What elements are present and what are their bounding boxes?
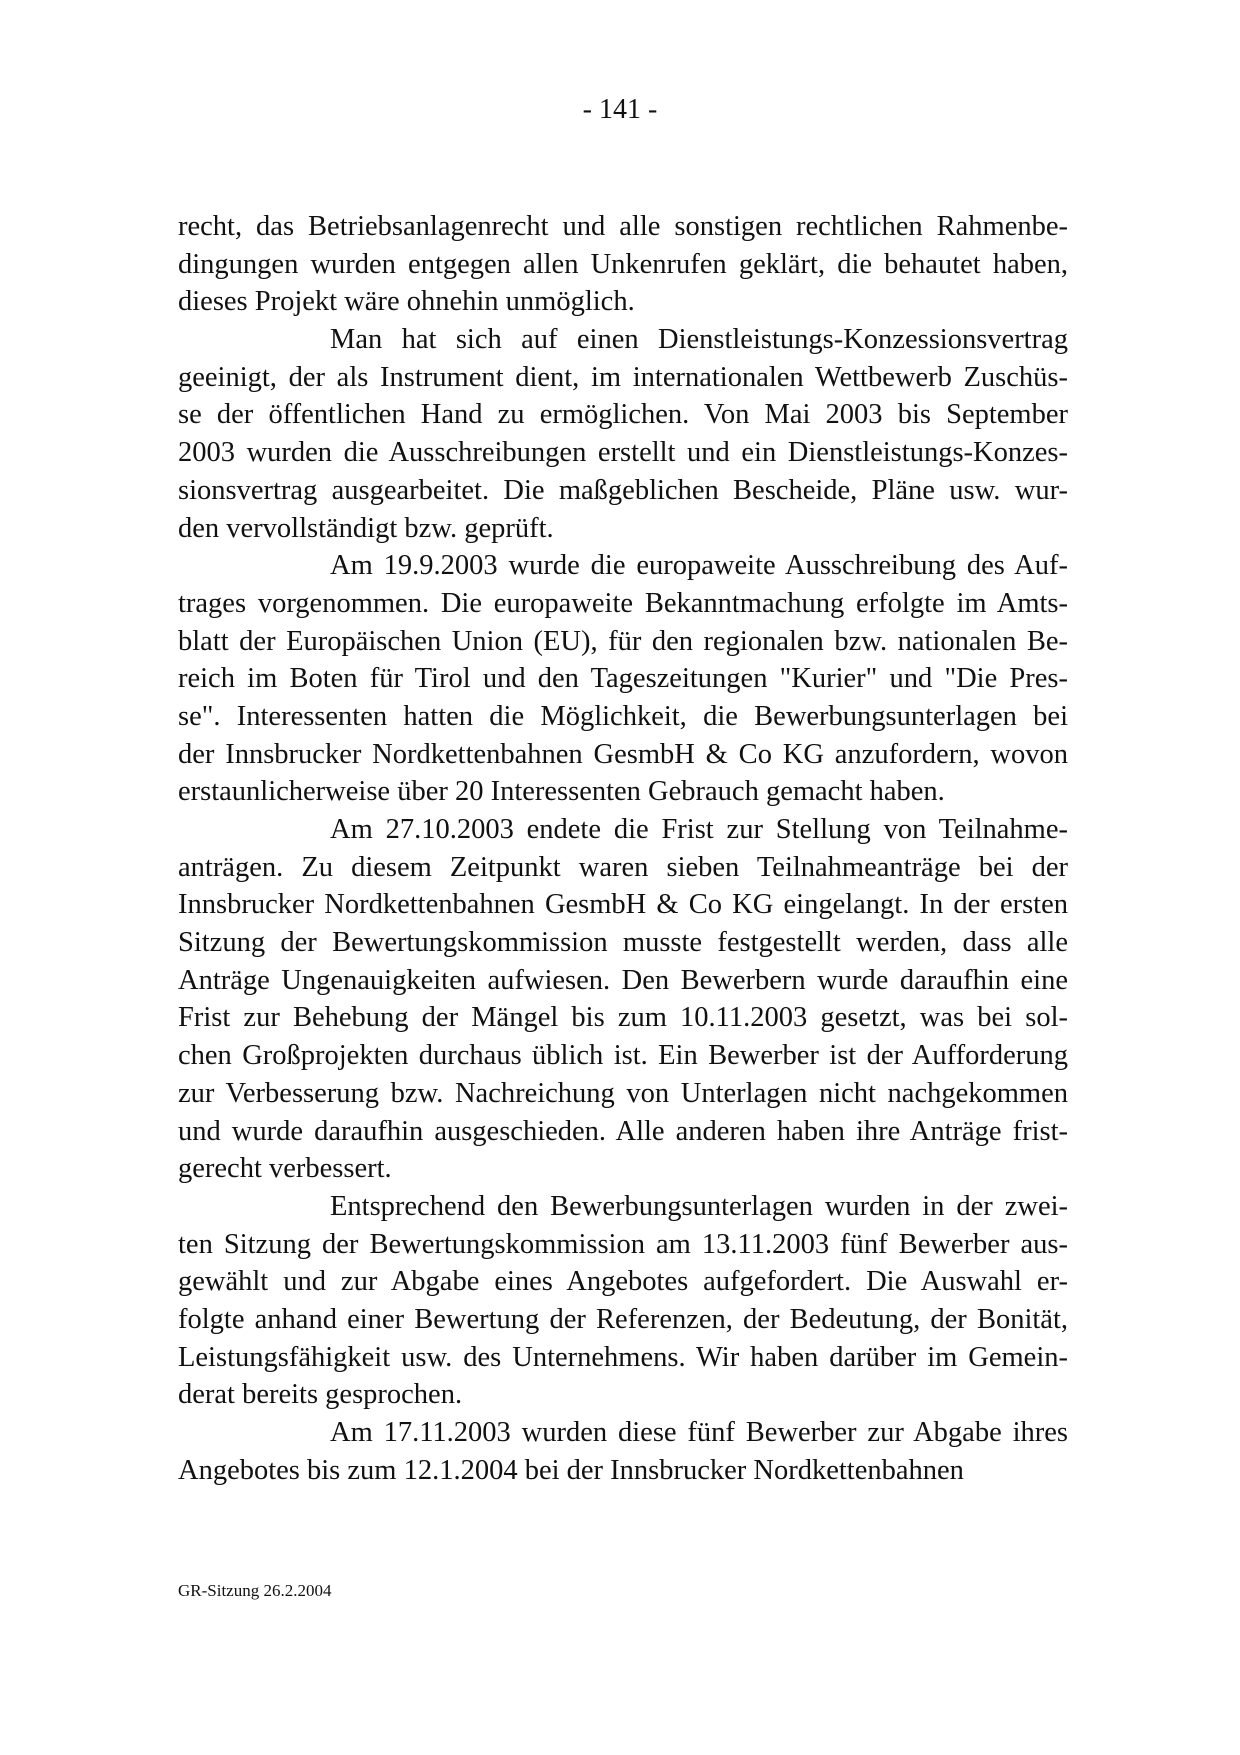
text-line: derat bereits gesprochen. — [178, 1379, 463, 1411]
paragraph-start-line: Man hat sich auf einen Dienstleistungs-Konzessionsvertrag — [330, 324, 1068, 356]
text-line: zur Verbesserung bzw. Nachreichung von Unterlagen nicht nachgekommen — [178, 1077, 1068, 1109]
text-line: anträgen. Zu diesem Zeitpunkt waren sieben Teilnahmeanträge bei der — [178, 851, 1068, 883]
paragraph-start-line: Am 27.10.2003 endete die Frist zur Stellung von Teilnahme- — [330, 814, 1068, 845]
text-line: trages vorgenommen. Die europaweite Bekanntmachung erfolgte im Amts- — [178, 587, 1068, 619]
text-line: blatt der Europäischen Union (EU), für den regionalen bzw. nationalen Be- — [178, 625, 1068, 657]
text-line: Anträge Ungenauigkeiten aufwiesen. Den Bewerbern wurde daraufhin eine — [178, 964, 1068, 996]
text-line: Leistungsfähigkeit usw. des Unternehmens. Wir haben darüber im Gemein- — [178, 1341, 1068, 1373]
text-line: den vervollständigt bzw. geprüft. — [178, 512, 554, 544]
text-line: Frist zur Behebung der Mängel bis zum 10.11.2003 gesetzt, was bei sol- — [178, 1002, 1068, 1034]
page-footer: GR-Sitzung 26.2.2004 — [178, 1581, 332, 1600]
text-line: folgte anhand einer Bewertung der Referenzen, der Bedeutung, der Bonität, — [178, 1303, 1068, 1335]
text-line: Angebotes bis zum 12.1.2004 bei der Innsbrucker Nordkettenbahnen — [178, 1454, 964, 1486]
text-line: der Innsbrucker Nordkettenbahnen GesmbH & Co KG anzufordern, wovon — [178, 738, 1068, 770]
text-line: Sitzung der Bewertungskommission musste festgestellt werden, dass alle — [178, 927, 1068, 959]
text-line: se". Interessenten hatten die Möglichkeit, die Bewerbungsunterlagen bei — [178, 700, 1068, 732]
text-line: se der öffentlichen Hand zu ermöglichen. Von Mai 2003 bis September — [178, 399, 1068, 431]
body-text — [178, 208, 1068, 1489]
text-line: gewählt und zur Abgabe eines Angebotes aufgefordert. Die Auswahl er- — [178, 1266, 1068, 1298]
text-line: chen Großprojekten durchaus üblich ist. Ein Bewerber ist der Aufforderung — [178, 1040, 1068, 1072]
text-line: dieses Projekt wäre ohnehin unmöglich. — [178, 286, 635, 318]
text-line: gerecht verbessert. — [178, 1153, 392, 1185]
text-line: und wurde daraufhin ausgeschieden. Alle anderen haben ihre Anträge frist- — [178, 1115, 1068, 1147]
text-line: recht, das Betriebsanlagenrecht und alle sonstigen rechtlichen Rahmenbe- — [178, 211, 1068, 242]
text-line: geeinigt, der als Instrument dient, im internationalen Wettbewerb Zuschüs- — [178, 361, 1068, 393]
paragraph-start-line: Am 19.9.2003 wurde die europaweite Ausschreibung des Auf- — [330, 550, 1068, 582]
text-line: 2003 wurden die Ausschreibungen erstellt und ein Dienstleistungs-Konzes- — [178, 437, 1068, 469]
text-line: Innsbrucker Nordkettenbahnen GesmbH & Co KG eingelangt. In der ersten — [178, 889, 1068, 921]
text-line: sionsvertrag ausgearbeitet. Die maßgeblichen Bescheide, Pläne usw. wur- — [178, 474, 1068, 506]
text-line: reich im Boten für Tirol und den Tageszeitungen "Kurier" und "Die Pres- — [178, 663, 1068, 695]
text-line: dingungen wurden entgegen allen Unkenrufen geklärt, die behautet haben, — [178, 248, 1068, 280]
paragraph-start-line: Entsprechend den Bewerbungsunterlagen wurden in der zwei- — [330, 1190, 1068, 1222]
page-number: - 141 - — [582, 94, 658, 125]
paragraph-start-line: Am 17.11.2003 wurden diese fünf Bewerber zur Abgabe ihres — [330, 1417, 1068, 1448]
text-line: ten Sitzung der Bewertungskommission am 13.11.2003 fünf Bewerber aus- — [178, 1228, 1068, 1260]
text-line: erstaunlicherweise über 20 Interessenten Gebrauch gemacht haben. — [178, 776, 945, 808]
